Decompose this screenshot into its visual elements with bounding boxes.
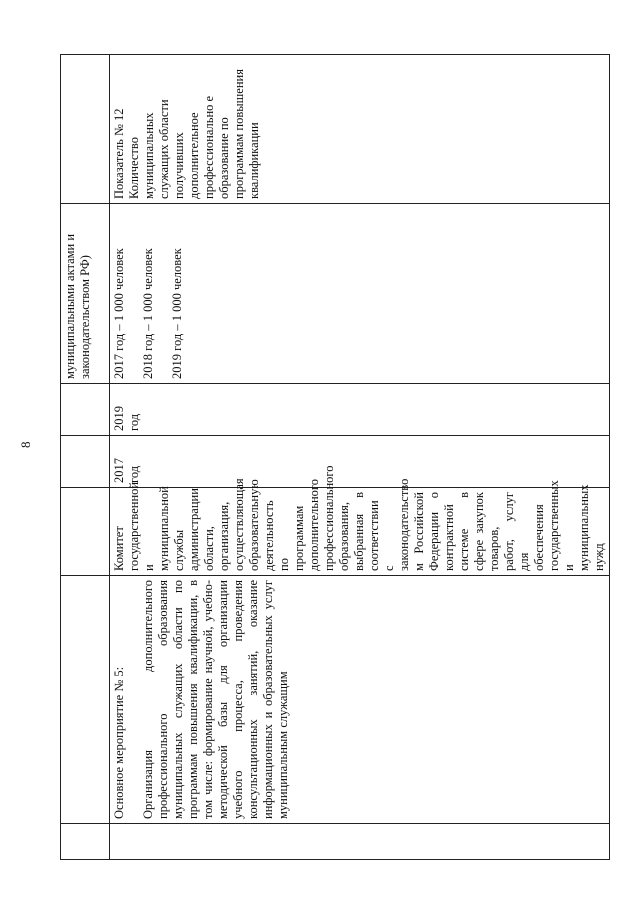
cell-start-year: 2017 год: [110, 436, 610, 488]
header-cell-results: муниципальными актами и законодательством РФ): [61, 204, 110, 384]
table-row: [110, 55, 610, 860]
header-cell-activity: [61, 576, 110, 824]
cell-indicator: Показатель № 12 Количество муниципальных служащих области получивших дополнительное профессионально е образование по программам повышения квалификации: [110, 55, 610, 204]
result-line: 2019 год – 1 000 человек: [170, 248, 184, 379]
result-line: 2017 год – 1 000 человек: [112, 248, 126, 379]
cell-executor: Комитет государственной и муниципальной службы администрации области, организация, осуществляющая образовательную деятельность по программам дополнительного профессионального образования, выбранная в соответствии с законодательство м Российской Федерации о контрактной системе в сфере закупок товаров, работ, услуг для обеспечения государственных и муниципальных нужд: [110, 488, 610, 576]
cell-number: [110, 824, 610, 860]
rotated-table-wrapper: [60, 55, 620, 860]
cell-activity: [110, 576, 610, 824]
header-cell-start: [61, 436, 110, 488]
table-header-row: [61, 55, 110, 860]
page-number: 8: [18, 441, 33, 448]
cell-end-year: 2019 год: [110, 384, 610, 436]
header-cell-indicator: [61, 55, 110, 204]
activity-title: Основное мероприятие № 5:: [112, 666, 126, 819]
program-table: [60, 54, 610, 860]
header-cell-end: [61, 384, 110, 436]
activity-text: Организация дополнительного профессионального образования муниципальных служащих области по программам повышения квалификации, в том числе: формирование научной, учебно-методической базы для организации учебного процесса, проведения консультационных занятий, оказание информационных и образовательных услуг муниципальным служащим: [141, 580, 290, 819]
header-cell-executor: [61, 488, 110, 576]
result-line: 2018 год – 1 000 человек: [141, 248, 155, 379]
header-cell-number: [61, 824, 110, 860]
cell-results: [110, 204, 610, 384]
